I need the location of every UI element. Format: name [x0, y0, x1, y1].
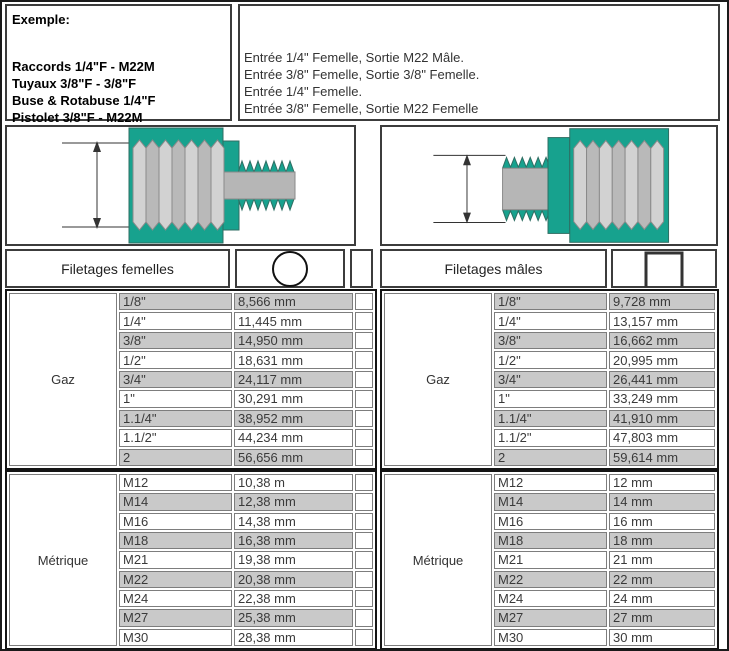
value-cell: 14 mm — [609, 493, 715, 510]
value-cell: 24 mm — [609, 590, 715, 607]
spacer-cell — [355, 493, 373, 510]
value-cell: 16 mm — [609, 513, 715, 530]
table-row — [494, 513, 715, 530]
size-cell: M14 — [494, 493, 607, 510]
size-cell: M30 — [119, 629, 232, 646]
spacer-cell — [355, 474, 373, 491]
female-section-title: Filetages femelles — [5, 249, 230, 288]
table-row — [119, 371, 373, 388]
top-row — [5, 4, 724, 125]
value-cell: 12,38 mm — [234, 493, 353, 510]
table-row — [494, 551, 715, 568]
table-row — [494, 429, 715, 446]
size-cell: 1.1/2" — [494, 429, 607, 446]
value-cell: 16,662 mm — [609, 332, 715, 349]
spacer-cell — [355, 590, 373, 607]
spacer-cell — [355, 449, 373, 466]
female-gaz-category: Gaz — [9, 293, 117, 466]
description-line: Entrée 1/4" Femelle, Sortie M22 Mâle. — [244, 50, 464, 65]
value-cell: 44,234 mm — [234, 429, 353, 446]
table-row — [119, 493, 373, 510]
female-gaz-rows — [119, 293, 373, 466]
table-row — [494, 332, 715, 349]
value-cell: 30,291 mm — [234, 390, 353, 407]
table-row — [494, 629, 715, 646]
size-cell: M24 — [119, 590, 232, 607]
spacer-cell — [350, 249, 373, 288]
male-icon-cell — [611, 249, 717, 288]
table-row — [119, 609, 373, 626]
male-metrique-category: Métrique — [384, 474, 492, 646]
table-row — [119, 351, 373, 368]
value-cell: 19,38 mm — [234, 551, 353, 568]
size-cell: M22 — [494, 571, 607, 588]
size-cell: 2 — [119, 449, 232, 466]
male-gaz-table — [380, 289, 719, 470]
example-line: Buse & Rotabuse 1/4"F — [12, 93, 156, 108]
spacer-cell — [355, 551, 373, 568]
size-cell: 1/4" — [119, 312, 232, 329]
example-box — [5, 4, 232, 125]
description-line: Entrée 3/8" Femelle, Sortie 3/8" Femelle. — [244, 67, 480, 82]
value-cell: 41,910 mm — [609, 410, 715, 427]
description-line: Entrée 3/8" Femelle, Sortie M22 Femelle — [244, 101, 479, 116]
size-cell: M16 — [494, 513, 607, 530]
value-cell: 14,950 mm — [234, 332, 353, 349]
table-row — [494, 312, 715, 329]
size-cell: M30 — [494, 629, 607, 646]
value-cell: 33,249 mm — [609, 390, 715, 407]
female-metrique-table — [5, 470, 377, 650]
size-cell: M22 — [119, 571, 232, 588]
size-cell: 1/8" — [494, 293, 607, 310]
value-cell: 16,38 mm — [234, 532, 353, 549]
value-cell: 25,38 mm — [234, 609, 353, 626]
size-cell: 2 — [494, 449, 607, 466]
table-row — [494, 410, 715, 427]
size-cell: M21 — [119, 551, 232, 568]
value-cell: 20,38 mm — [234, 571, 353, 588]
table-row — [119, 474, 373, 491]
description-lines — [244, 49, 718, 117]
gaz-tables-row — [5, 289, 724, 470]
example-line: Tuyaux 3/8"F - 3/8"F — [12, 76, 137, 91]
spacer-cell — [355, 390, 373, 407]
value-cell: 56,656 mm — [234, 449, 353, 466]
spacer-cell — [355, 371, 373, 388]
size-cell: 3/8" — [119, 332, 232, 349]
table-row — [119, 513, 373, 530]
size-cell: M24 — [494, 590, 607, 607]
value-cell: 21 mm — [609, 551, 715, 568]
spacer-cell — [355, 351, 373, 368]
table-row — [119, 532, 373, 549]
male-fitting-drawing-icon — [382, 127, 716, 244]
female-fitting-diagram — [5, 125, 356, 246]
male-metrique-table — [380, 470, 719, 650]
table-row — [119, 293, 373, 310]
size-cell: 1" — [494, 390, 607, 407]
value-cell: 24,117 mm — [234, 371, 353, 388]
size-cell: 1.1/2" — [119, 429, 232, 446]
table-row — [494, 474, 715, 491]
table-row — [119, 332, 373, 349]
spacer-cell — [355, 429, 373, 446]
size-cell: 3/4" — [494, 371, 607, 388]
spacer-cell — [355, 609, 373, 626]
size-cell: 1/2" — [494, 351, 607, 368]
table-row — [494, 571, 715, 588]
table-row — [119, 590, 373, 607]
size-cell: 1/2" — [119, 351, 232, 368]
female-metrique-rows — [119, 474, 373, 646]
table-row — [119, 410, 373, 427]
table-row — [494, 493, 715, 510]
value-cell: 28,38 mm — [234, 629, 353, 646]
value-cell: 11,445 mm — [234, 312, 353, 329]
description-line: Entrée 1/4" Femelle. — [244, 84, 363, 99]
value-cell: 26,441 mm — [609, 371, 715, 388]
value-cell: 14,38 mm — [234, 513, 353, 530]
value-cell: 30 mm — [609, 629, 715, 646]
value-cell: 27 mm — [609, 609, 715, 626]
value-cell: 38,952 mm — [234, 410, 353, 427]
value-cell: 13,157 mm — [609, 312, 715, 329]
table-row — [494, 449, 715, 466]
size-cell: M21 — [494, 551, 607, 568]
size-cell: M27 — [494, 609, 607, 626]
value-cell: 59,614 mm — [609, 449, 715, 466]
female-gaz-table — [5, 289, 377, 470]
size-cell: M27 — [119, 609, 232, 626]
table-row — [494, 390, 715, 407]
circle-outline-icon — [271, 250, 309, 288]
table-row — [494, 532, 715, 549]
example-line: Pistolet 3/8"F - M22M — [12, 110, 143, 125]
table-row — [494, 293, 715, 310]
example-lines — [12, 58, 226, 126]
table-row — [119, 312, 373, 329]
table-row — [494, 351, 715, 368]
spacer-cell — [355, 571, 373, 588]
spacer-cell — [355, 293, 373, 310]
square-open-bottom-icon — [642, 250, 686, 287]
table-row — [494, 609, 715, 626]
table-row — [119, 629, 373, 646]
example-line: Raccords 1/4"F - M22M — [12, 59, 155, 74]
size-cell: M16 — [119, 513, 232, 530]
male-gaz-category: Gaz — [384, 293, 492, 466]
size-cell: 1" — [119, 390, 232, 407]
description-box — [238, 4, 720, 121]
example-title: Exemple: — [12, 12, 70, 27]
spacer-cell — [355, 513, 373, 530]
table-row — [119, 429, 373, 446]
size-cell: 1.1/4" — [119, 410, 232, 427]
size-cell: M18 — [494, 532, 607, 549]
spacer-cell — [355, 332, 373, 349]
table-row — [119, 390, 373, 407]
size-cell: 1/4" — [494, 312, 607, 329]
spacer-cell — [355, 312, 373, 329]
value-cell: 22 mm — [609, 571, 715, 588]
male-fitting-diagram — [380, 125, 718, 246]
spacer-cell — [355, 410, 373, 427]
size-cell: 1/8" — [119, 293, 232, 310]
value-cell: 22,38 mm — [234, 590, 353, 607]
size-cell: 3/4" — [119, 371, 232, 388]
table-row — [494, 590, 715, 607]
male-metrique-rows — [494, 474, 715, 646]
value-cell: 10,38 m — [234, 474, 353, 491]
size-cell: M18 — [119, 532, 232, 549]
size-cell: 1.1/4" — [494, 410, 607, 427]
female-icon-cell — [235, 249, 345, 288]
size-cell: M12 — [494, 474, 607, 491]
value-cell: 8,566 mm — [234, 293, 353, 310]
table-row — [119, 551, 373, 568]
value-cell: 9,728 mm — [609, 293, 715, 310]
section-header-row — [5, 249, 724, 288]
size-cell: M14 — [119, 493, 232, 510]
spacer-cell — [355, 532, 373, 549]
value-cell: 47,803 mm — [609, 429, 715, 446]
table-row — [494, 371, 715, 388]
metrique-tables-row — [5, 470, 724, 650]
male-section-title: Filetages mâles — [380, 249, 607, 288]
table-row — [119, 449, 373, 466]
value-cell: 18 mm — [609, 532, 715, 549]
size-cell: M12 — [119, 474, 232, 491]
female-metrique-category: Métrique — [9, 474, 117, 646]
male-gaz-rows — [494, 293, 715, 466]
size-cell: 3/8" — [494, 332, 607, 349]
spacer-cell — [355, 629, 373, 646]
female-fitting-drawing-icon — [7, 127, 354, 244]
drawing-row — [5, 125, 724, 246]
value-cell: 12 mm — [609, 474, 715, 491]
value-cell: 20,995 mm — [609, 351, 715, 368]
table-row — [119, 571, 373, 588]
value-cell: 18,631 mm — [234, 351, 353, 368]
